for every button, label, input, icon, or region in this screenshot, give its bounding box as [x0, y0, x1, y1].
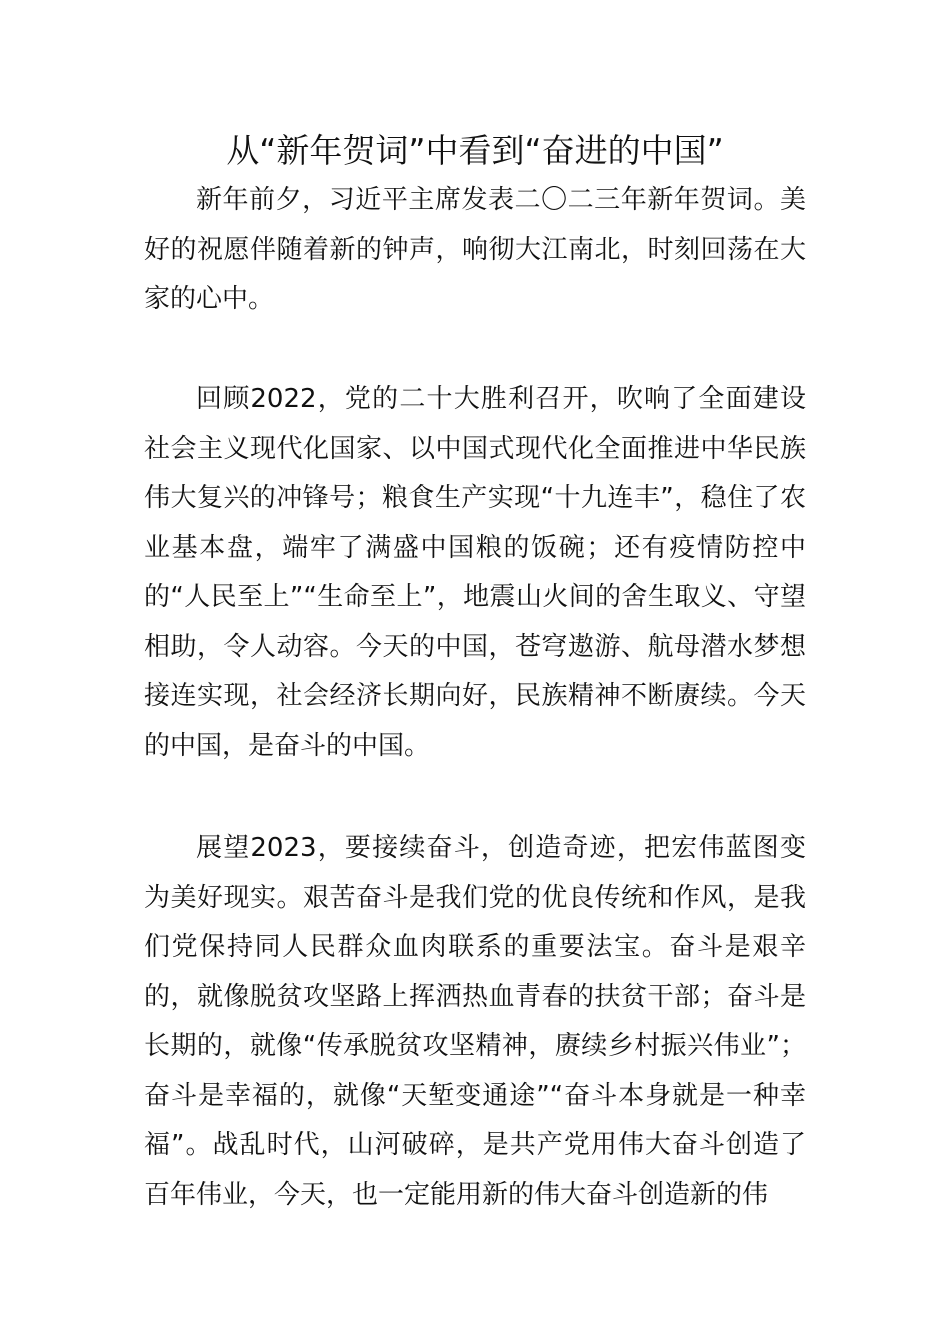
- paragraph-outlook-2023: 展望2023，要接续奋斗，创造奇迹，把宏伟蓝图变为美好现实。艰苦奋斗是我们党的优良传统和作风，是我们党保持同人民群众血肉联系的重要法宝。奋斗是艰辛的，就像脱贫攻坚路上挥洒热血青春的扶贫干部；奋斗是长期的，就像“传承脱贫攻坚精神，赓续乡村振兴伟业”；奋斗是幸福的，就像“天堑变通途”“奋斗本身就是一种幸福”。战乱时代，山河破碎，是共产党用伟大奋斗创造了百年伟业，今天，也一定能用新的伟大奋斗创造新的伟: [144, 833, 806, 1210]
- paragraph-new-year-greeting: 新年前夕，习近平主席发表二〇二三年新年贺词。美好的祝愿伴随着新的钟声，响彻大江南北，时刻回荡在大家的心中。: [144, 185, 806, 314]
- paragraph-review-2022: 回顾2022，党的二十大胜利召开，吹响了全面建设社会主义现代化国家、以中国式现代化全面推进中华民族伟大复兴的冲锋号；粮食生产实现“十九连丰”，稳住了农业基本盘，端牢了满盛中国粮的饭碗；还有疫情防控中的“人民至上”“生命至上”，地震山火间的舍生取义、守望相助，令人动容。今天的中国，苍穹遨游、航母潜水梦想接连实现，社会经济长期向好，民族精神不断赓续。今天的中国，是奋斗的中国。: [144, 384, 806, 761]
- document-title: 从“新年贺词”中看到“奋进的中国”: [226, 131, 724, 170]
